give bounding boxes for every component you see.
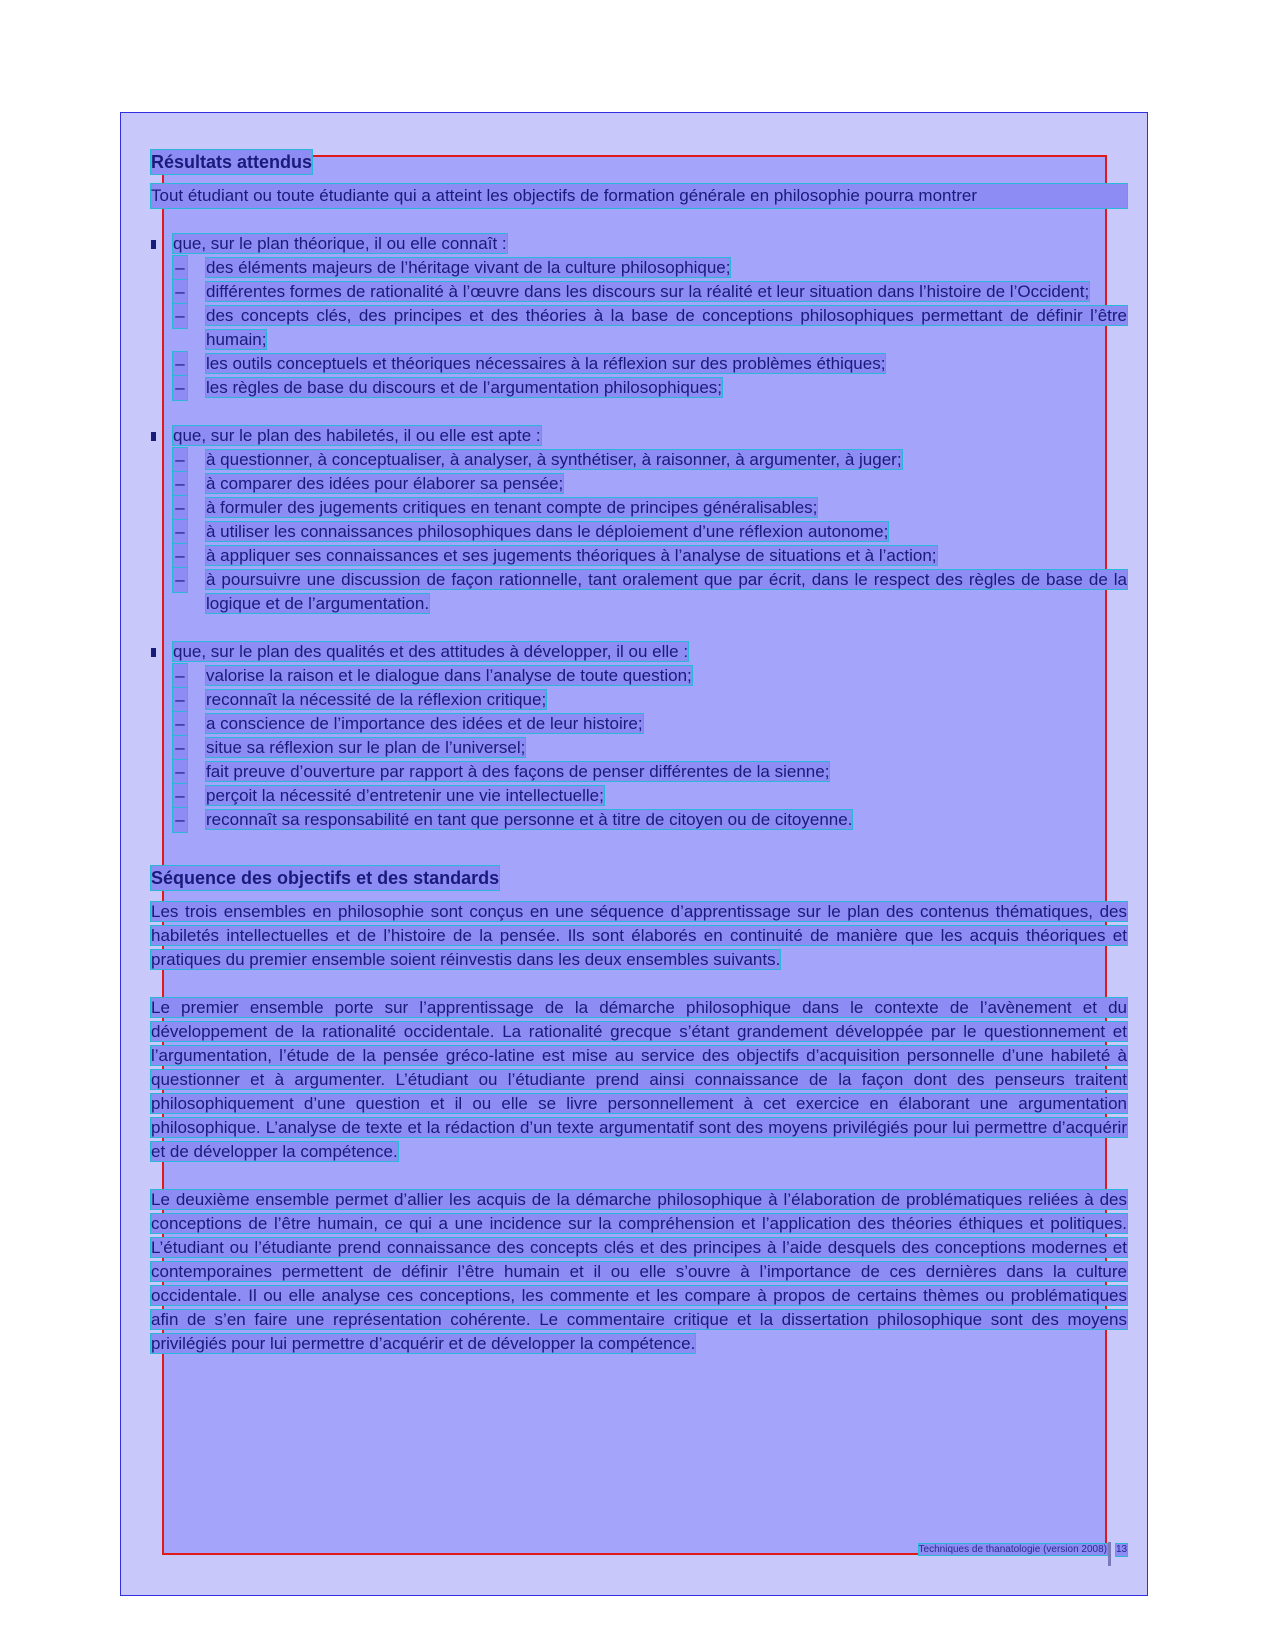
- list-item-text: a conscience de l’importance des idées et de leur histoire;: [206, 714, 643, 733]
- sequence-paragraphs: [151, 900, 1127, 1356]
- list-item-text: les outils conceptuels et théoriques nécessaires à la réflexion sur des problèmes éthiques;: [206, 354, 886, 373]
- list-item-text: des concepts clés, des principes et des théories à la base de conceptions philosophiques permettant de définir l’être humain;: [206, 306, 1127, 349]
- list-item: [151, 280, 1127, 304]
- page-footer: [857, 1544, 1107, 1556]
- body-paragraph-text: Les trois ensembles en philosophie sont conçus en une séquence d’apprentissage sur le plan des contenus thématiques, des habiletés intellectuelles et de l’histoire de la pensée. Ils sont élaborés en continuité de manière que les acquis théoriques et pratiques du premier ensemble soient réinvestis dans les deux ensembles suivants.: [151, 902, 1127, 969]
- list-item: [151, 304, 1127, 352]
- body-paragraph-text: Le premier ensemble porte sur l’apprentissage de la démarche philosophique dans le contexte de l’avènement et du développement de la rationalité occidentale. La rationalité grecque s’étant grandement développée par le questionnement et l’argumentation, l’étude de la pensée gréco-latine est mise au service des objectifs d’acquisition personnelle d’une habileté à questionner et à argumenter. L’étudiant ou l’étudiante prend ainsi connaissance de la façon dont des penseurs traitent philosophiquement d’une question et il ou elle se livre personnellement à cet exercice en élaborant une argumentation philosophique. L’analyse de texte et la rédaction d’un texte argumentatif sont des moyens privilégiés pour lui permettre d’acquérir et de développer la compétence.: [151, 998, 1127, 1161]
- bullet-list: [151, 448, 1127, 616]
- list-item-text: à appliquer ses connaissances et ses jugements théoriques à l’analyse de situations et à l’action;: [206, 546, 937, 565]
- list-item-text: à comparer des idées pour élaborer sa pensée;: [206, 474, 564, 493]
- group-heading-text: que, sur le plan théorique, il ou elle connaît :: [173, 234, 507, 253]
- list-item: [151, 784, 1127, 808]
- footer-divider: [1108, 1542, 1111, 1566]
- result-group: [151, 232, 1127, 400]
- dash-bullet: –: [173, 664, 187, 688]
- list-item-text: valorise la raison et le dialogue dans l’analyse de toute question;: [206, 666, 692, 685]
- intro-paragraph: Tout étudiant ou toute étudiante qui a atteint les objectifs de formation générale en philosophie pourra montrer: [151, 184, 1127, 208]
- dash-bullet: –: [173, 760, 187, 784]
- bullet-list: [151, 664, 1127, 832]
- body-paragraph: [151, 1188, 1127, 1356]
- section-heading-resultats: Résultats attendus: [151, 152, 313, 172]
- dash-bullet: –: [173, 784, 187, 808]
- group-heading: [151, 640, 1127, 664]
- list-item-text: à questionner, à conceptualiser, à analyser, à synthétiser, à raisonner, à argumenter, à juger;: [206, 450, 902, 469]
- dash-bullet: –: [173, 808, 187, 832]
- dash-bullet: –: [173, 712, 187, 736]
- dash-bullet: –: [173, 280, 187, 304]
- list-item: [151, 760, 1127, 784]
- dash-bullet: –: [173, 496, 187, 520]
- list-item: [151, 352, 1127, 376]
- list-item-text: des éléments majeurs de l’héritage vivant de la culture philosophique;: [206, 258, 731, 277]
- list-item: [151, 544, 1127, 568]
- result-group: [151, 640, 1127, 832]
- list-item-text: reconnaît sa responsabilité en tant que personne et à titre de citoyen ou de citoyenne.: [206, 810, 853, 829]
- list-item: [151, 520, 1127, 544]
- body-paragraph: [151, 900, 1127, 972]
- list-item-text: situe sa réflexion sur le plan de l’universel;: [206, 738, 526, 757]
- dash-bullet: –: [173, 688, 187, 712]
- dash-bullet: –: [173, 568, 187, 592]
- dash-bullet: –: [173, 448, 187, 472]
- list-item: [151, 712, 1127, 736]
- list-item-text: reconnaît la nécessité de la réflexion critique;: [206, 690, 547, 709]
- list-item: [151, 376, 1127, 400]
- list-item-text: fait preuve d’ouverture par rapport à des façons de penser différentes de la sienne;: [206, 762, 830, 781]
- list-item: [151, 256, 1127, 280]
- dash-bullet: –: [173, 544, 187, 568]
- list-item: [151, 736, 1127, 760]
- result-groups: [151, 232, 1127, 832]
- body-paragraph-text: Le deuxième ensemble permet d’allier les acquis de la démarche philosophique à l’élaboration de problématiques reliées à des conceptions de l’être humain, ce qui a une incidence sur la compréhension et l’application des théories éthiques et politiques. L’étudiant ou l’étudiante prend connaissance des concepts clés et des principes à l’aide desquels des conceptions modernes et contemporaines permettent de définir l’être humain et il ou elle s’ouvre à l’importance de ces dernières dans la culture occidentale. Il ou elle analyse ces conceptions, les commente et les compare à propos de certains thèmes ou problématiques afin de s’en faire une représentation cohérente. Le commentaire critique et la dissertation philosophique sont des moyens privilégiés pour lui permettre d’acquérir et de développer la compétence.: [151, 1190, 1127, 1353]
- section-heading-sequence: Séquence des objectifs et des standards: [151, 868, 500, 888]
- dash-bullet: –: [173, 304, 187, 328]
- list-item: [151, 496, 1127, 520]
- group-heading-text: que, sur le plan des habiletés, il ou elle est apte :: [173, 426, 541, 445]
- body-paragraph: [151, 996, 1127, 1164]
- list-item-text: à poursuivre une discussion de façon rationnelle, tant oralement que par écrit, dans le respect des règles de base de la logique et de l’argumentation.: [206, 570, 1127, 613]
- list-item-text: les règles de base du discours et de l’argumentation philosophiques;: [206, 378, 722, 397]
- dash-bullet: –: [173, 520, 187, 544]
- document-content: [151, 150, 1127, 1380]
- dash-bullet: –: [173, 736, 187, 760]
- dash-bullet: –: [173, 472, 187, 496]
- dash-bullet: –: [173, 256, 187, 280]
- list-item-text: à formuler des jugements critiques en tenant compte de principes généralisables;: [206, 498, 818, 517]
- list-item: [151, 448, 1127, 472]
- list-item: [151, 664, 1127, 688]
- group-heading-text: que, sur le plan des qualités et des attitudes à développer, il ou elle :: [173, 642, 689, 661]
- bullet-list: [151, 256, 1127, 400]
- list-item: [151, 472, 1127, 496]
- result-group: [151, 424, 1127, 616]
- list-item-text: à utiliser les connaissances philosophiques dans le déploiement d’une réflexion autonome;: [206, 522, 889, 541]
- group-heading: [151, 424, 1127, 448]
- list-item-text: perçoit la nécessité d’entretenir une vie intellectuelle;: [206, 786, 604, 805]
- page-number: 13: [1116, 1544, 1128, 1555]
- dash-bullet: –: [173, 352, 187, 376]
- list-item: [151, 808, 1127, 832]
- group-heading: [151, 232, 1127, 256]
- list-item: [151, 568, 1127, 616]
- footer-title: Techniques de thanatologie (version 2008): [918, 1544, 1107, 1555]
- list-item-text: différentes formes de rationalité à l’œuvre dans les discours sur la réalité et leur situation dans l’histoire de l’Occident;: [206, 282, 1090, 301]
- dash-bullet: –: [173, 376, 187, 400]
- list-item: [151, 688, 1127, 712]
- section-sequence: [151, 866, 1127, 1356]
